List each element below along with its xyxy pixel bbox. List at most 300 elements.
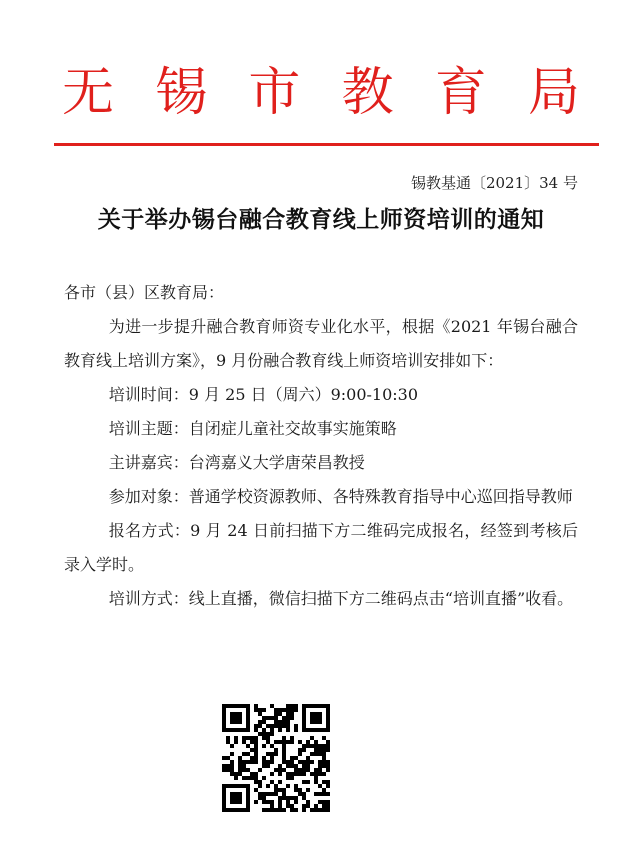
qr-module xyxy=(278,740,282,744)
qr-module xyxy=(306,756,310,760)
qr-module xyxy=(302,760,306,764)
qr-module xyxy=(238,716,242,720)
qr-module xyxy=(274,708,278,712)
qr-module xyxy=(246,808,250,812)
qr-module xyxy=(318,728,322,732)
qr-module xyxy=(246,760,250,764)
qr-module xyxy=(322,764,326,768)
qr-module xyxy=(314,792,318,796)
qr-module xyxy=(290,760,294,764)
qr-module xyxy=(278,768,282,772)
qr-module xyxy=(222,720,226,724)
qr-module xyxy=(278,808,282,812)
qr-module xyxy=(290,796,294,800)
qr-module xyxy=(318,764,322,768)
qr-module xyxy=(234,808,238,812)
qr-module xyxy=(286,708,290,712)
letterhead xyxy=(62,60,580,126)
qr-module xyxy=(222,792,226,796)
qr-module xyxy=(326,760,330,764)
qr-module xyxy=(290,708,294,712)
qr-module xyxy=(282,760,286,764)
qr-module xyxy=(222,796,226,800)
qr-module xyxy=(262,764,266,768)
salutation: 各市（县）区教育局： xyxy=(64,283,225,302)
qr-module xyxy=(326,784,330,788)
qr-module xyxy=(322,736,326,740)
document-number: 锡教基通〔2021〕34 号 xyxy=(410,174,578,192)
qr-module xyxy=(230,712,234,716)
qr-module xyxy=(238,720,242,724)
qr-module xyxy=(270,744,274,748)
qr-module xyxy=(262,792,266,796)
qr-module xyxy=(230,808,234,812)
qr-module xyxy=(258,708,262,712)
qr-module xyxy=(258,792,262,796)
qr-module xyxy=(294,764,298,768)
qr-module xyxy=(270,728,274,732)
qr-module xyxy=(274,784,278,788)
qr-module xyxy=(326,808,330,812)
qr-module xyxy=(246,784,250,788)
qr-module xyxy=(270,752,274,756)
qr-module xyxy=(306,744,310,748)
qr-module xyxy=(246,736,250,740)
qr-module xyxy=(310,772,314,776)
qr-module xyxy=(314,804,318,808)
qr-module xyxy=(238,772,242,776)
qr-module xyxy=(314,748,318,752)
qr-module xyxy=(266,800,270,804)
qr-module xyxy=(262,776,266,780)
qr-module xyxy=(282,708,286,712)
qr-code-icon[interactable] xyxy=(222,704,330,812)
qr-module xyxy=(294,728,298,732)
qr-module xyxy=(286,724,290,728)
qr-module xyxy=(254,736,258,740)
qr-module xyxy=(266,784,270,788)
qr-module xyxy=(266,736,270,740)
qr-module xyxy=(222,756,226,760)
qr-module xyxy=(314,728,318,732)
qr-module xyxy=(286,784,290,788)
qr-module xyxy=(222,768,226,772)
qr-module xyxy=(222,712,226,716)
qr-module xyxy=(278,728,282,732)
qr-module xyxy=(270,760,274,764)
qr-module xyxy=(298,760,302,764)
qr-module xyxy=(234,740,238,744)
qr-module xyxy=(294,768,298,772)
qr-module xyxy=(270,800,274,804)
qr-module xyxy=(226,756,230,760)
qr-module xyxy=(270,772,274,776)
qr-module xyxy=(326,780,330,784)
qr-module xyxy=(262,716,266,720)
qr-module xyxy=(266,764,270,768)
qr-module xyxy=(278,804,282,808)
qr-module xyxy=(322,728,326,732)
qr-module xyxy=(326,768,330,772)
qr-module xyxy=(254,724,258,728)
qr-module xyxy=(246,720,250,724)
qr-module xyxy=(294,708,298,712)
qr-module xyxy=(274,740,278,744)
qr-module xyxy=(262,720,266,724)
qr-module xyxy=(322,780,326,784)
qr-module xyxy=(282,768,286,772)
qr-module xyxy=(230,716,234,720)
qr-module xyxy=(314,712,318,716)
qr-module xyxy=(306,780,310,784)
qr-module xyxy=(262,800,266,804)
qr-module xyxy=(302,712,306,716)
qr-module xyxy=(302,720,306,724)
qr-module xyxy=(230,720,234,724)
qr-module xyxy=(238,792,242,796)
qr-module xyxy=(246,724,250,728)
qr-module xyxy=(274,808,278,812)
qr-module xyxy=(222,708,226,712)
registration-method: 报名方式：9 月 24 日前扫描下方二维码完成报名，经签到考核后录入学时。 xyxy=(64,521,578,574)
qr-module xyxy=(246,708,250,712)
qr-module xyxy=(310,720,314,724)
qr-module xyxy=(282,740,286,744)
qr-module xyxy=(310,760,314,764)
qr-module xyxy=(258,784,262,788)
qr-module xyxy=(266,724,270,728)
qr-module xyxy=(266,740,270,744)
qr-module xyxy=(282,736,286,740)
qr-module xyxy=(234,772,238,776)
qr-module xyxy=(322,800,326,804)
qr-module xyxy=(226,784,230,788)
qr-module xyxy=(290,808,294,812)
qr-module xyxy=(306,728,310,732)
qr-module xyxy=(270,716,274,720)
qr-module xyxy=(282,744,286,748)
qr-module xyxy=(282,788,286,792)
qr-module xyxy=(302,704,306,708)
qr-module xyxy=(294,808,298,812)
qr-module xyxy=(322,748,326,752)
qr-module xyxy=(302,744,306,748)
qr-module xyxy=(282,748,286,752)
qr-module xyxy=(326,720,330,724)
qr-module xyxy=(318,808,322,812)
qr-module xyxy=(286,712,290,716)
qr-module xyxy=(306,788,310,792)
qr-module xyxy=(306,804,310,808)
qr-module xyxy=(282,752,286,756)
qr-module xyxy=(246,792,250,796)
qr-module xyxy=(222,764,226,768)
qr-module xyxy=(302,716,306,720)
qr-module xyxy=(294,724,298,728)
qr-module xyxy=(234,796,238,800)
qr-module xyxy=(322,752,326,756)
qr-module xyxy=(254,772,258,776)
qr-module xyxy=(314,808,318,812)
qr-module xyxy=(242,784,246,788)
qr-module xyxy=(250,760,254,764)
qr-module xyxy=(310,736,314,740)
qr-module xyxy=(258,780,262,784)
qr-module xyxy=(318,748,322,752)
qr-module xyxy=(238,784,242,788)
qr-module xyxy=(254,740,258,744)
qr-module xyxy=(322,788,326,792)
qr-module xyxy=(306,800,310,804)
qr-module xyxy=(282,716,286,720)
qr-module xyxy=(302,808,306,812)
qr-module xyxy=(322,772,326,776)
qr-module xyxy=(266,792,270,796)
qr-module xyxy=(222,724,226,728)
qr-module xyxy=(310,704,314,708)
qr-module xyxy=(310,712,314,716)
qr-module xyxy=(238,760,242,764)
qr-module xyxy=(318,784,322,788)
qr-module xyxy=(318,744,322,748)
qr-module xyxy=(302,768,306,772)
qr-module xyxy=(266,732,270,736)
qr-module xyxy=(314,752,318,756)
qr-module xyxy=(238,712,242,716)
qr-module xyxy=(230,768,234,772)
qr-module xyxy=(226,740,230,744)
qr-module xyxy=(302,796,306,800)
qr-module xyxy=(302,724,306,728)
qr-module xyxy=(278,720,282,724)
qr-module xyxy=(254,708,258,712)
qr-module xyxy=(246,744,250,748)
qr-module xyxy=(322,804,326,808)
qr-module xyxy=(230,704,234,708)
qr-module xyxy=(294,772,298,776)
qr-module xyxy=(310,752,314,756)
qr-module xyxy=(278,724,282,728)
qr-module xyxy=(306,704,310,708)
qr-module xyxy=(250,776,254,780)
qr-module xyxy=(286,804,290,808)
qr-module xyxy=(238,796,242,800)
qr-module xyxy=(242,764,246,768)
qr-module xyxy=(274,720,278,724)
qr-module xyxy=(278,712,282,716)
qr-module xyxy=(246,796,250,800)
intro-paragraph: 为进一步提升融合教育师资专业化水平，根据《2021 年锡台融合教育线上培训方案》，9 月份融合教育线上师资培训安排如下： xyxy=(64,317,578,370)
qr-module xyxy=(298,788,302,792)
qr-module xyxy=(242,736,246,740)
qr-module xyxy=(262,760,266,764)
qr-module xyxy=(246,712,250,716)
training-speaker: 主讲嘉宾：台湾嘉义大学唐荣昌教授 xyxy=(108,453,365,472)
qr-module xyxy=(290,740,294,744)
qr-module xyxy=(278,772,282,776)
qr-module xyxy=(290,736,294,740)
qr-module xyxy=(290,756,294,760)
qr-module xyxy=(246,776,250,780)
training-method: 培训方式：线上直播，微信扫描下方二维码点击“培训直播”收看。 xyxy=(108,589,574,608)
qr-module xyxy=(246,768,250,772)
qr-module xyxy=(238,808,242,812)
qr-module xyxy=(242,768,246,772)
qr-module xyxy=(310,716,314,720)
qr-module xyxy=(230,792,234,796)
qr-module xyxy=(294,756,298,760)
qr-module xyxy=(322,808,326,812)
qr-module xyxy=(306,740,310,744)
qr-module xyxy=(286,764,290,768)
letterhead-char: 无 xyxy=(62,63,115,123)
qr-module xyxy=(246,788,250,792)
qr-module xyxy=(290,804,294,808)
qr-module xyxy=(230,728,234,732)
qr-module xyxy=(258,720,262,724)
qr-module xyxy=(254,788,258,792)
qr-module xyxy=(234,704,238,708)
qr-module xyxy=(254,704,258,708)
qr-module xyxy=(230,764,234,768)
qr-module xyxy=(262,732,266,736)
qr-module xyxy=(230,772,234,776)
qr-module xyxy=(318,720,322,724)
qr-module xyxy=(222,704,226,708)
document-title: 关于举办锡台融合教育线上师资培训的通知 xyxy=(97,207,545,233)
qr-module xyxy=(290,704,294,708)
qr-module xyxy=(278,764,282,768)
qr-module xyxy=(290,716,294,720)
qr-module xyxy=(274,748,278,752)
qr-module xyxy=(314,780,318,784)
qr-module xyxy=(258,712,262,716)
qr-module xyxy=(246,716,250,720)
qr-module xyxy=(226,764,230,768)
qr-module xyxy=(326,740,330,744)
qr-module xyxy=(254,752,258,756)
qr-module xyxy=(254,728,258,732)
qr-module xyxy=(306,764,310,768)
qr-module xyxy=(250,740,254,744)
qr-module xyxy=(294,704,298,708)
qr-module xyxy=(242,728,246,732)
qr-module xyxy=(326,764,330,768)
qr-module xyxy=(266,808,270,812)
qr-module xyxy=(318,704,322,708)
qr-module xyxy=(242,808,246,812)
qr-module xyxy=(222,800,226,804)
training-participants: 参加对象：普通学校资源教师、各特殊教育指导中心巡回指导教师 xyxy=(108,487,573,506)
qr-module xyxy=(258,724,262,728)
qr-module xyxy=(282,808,286,812)
qr-module xyxy=(314,716,318,720)
qr-module xyxy=(326,724,330,728)
qr-module xyxy=(238,756,242,760)
qr-module xyxy=(286,704,290,708)
qr-module xyxy=(286,796,290,800)
qr-module xyxy=(242,740,246,744)
qr-module xyxy=(286,800,290,804)
qr-module xyxy=(326,748,330,752)
qr-module xyxy=(254,780,258,784)
qr-module xyxy=(326,792,330,796)
qr-module xyxy=(290,772,294,776)
qr-module xyxy=(282,792,286,796)
qr-module xyxy=(246,800,250,804)
qr-module xyxy=(238,800,242,804)
qr-module xyxy=(318,772,322,776)
qr-module xyxy=(262,796,266,800)
qr-module xyxy=(222,728,226,732)
qr-module xyxy=(278,800,282,804)
letterhead-char: 锡 xyxy=(155,63,208,123)
qr-module xyxy=(250,736,254,740)
qr-module xyxy=(310,808,314,812)
qr-module xyxy=(262,808,266,812)
qr-module xyxy=(282,724,286,728)
qr-module xyxy=(318,752,322,756)
training-time: 培训时间：9 月 25 日（周六）9:00-10:30 xyxy=(108,385,419,404)
qr-module xyxy=(286,776,290,780)
qr-module xyxy=(298,768,302,772)
qr-module xyxy=(226,736,230,740)
qr-module xyxy=(262,736,266,740)
qr-module xyxy=(326,804,330,808)
qr-module xyxy=(234,720,238,724)
qr-module xyxy=(306,768,310,772)
qr-module xyxy=(234,736,238,740)
qr-module xyxy=(326,800,330,804)
qr-module xyxy=(278,796,282,800)
qr-module xyxy=(262,708,266,712)
qr-module xyxy=(294,796,298,800)
letterhead-char: 育 xyxy=(434,63,487,123)
qr-module xyxy=(234,776,238,780)
qr-module xyxy=(326,744,330,748)
qr-module xyxy=(314,740,318,744)
qr-module xyxy=(234,800,238,804)
qr-module xyxy=(270,724,274,728)
qr-module xyxy=(326,716,330,720)
qr-module xyxy=(226,768,230,772)
qr-module xyxy=(306,760,310,764)
qr-module xyxy=(318,716,322,720)
qr-module xyxy=(302,708,306,712)
qr-module xyxy=(270,780,274,784)
qr-module xyxy=(274,768,278,772)
qr-module xyxy=(266,752,270,756)
qr-module xyxy=(254,744,258,748)
qr-module xyxy=(302,792,306,796)
qr-module xyxy=(254,760,258,764)
qr-module xyxy=(222,788,226,792)
qr-module xyxy=(242,760,246,764)
qr-module xyxy=(258,796,262,800)
qr-module xyxy=(282,756,286,760)
qr-module xyxy=(326,708,330,712)
qr-module xyxy=(274,712,278,716)
qr-module xyxy=(274,788,278,792)
qr-module xyxy=(318,712,322,716)
qr-module xyxy=(318,800,322,804)
qr-module xyxy=(298,748,302,752)
qr-module xyxy=(290,764,294,768)
qr-module xyxy=(230,744,234,748)
letterhead-char: 市 xyxy=(248,63,301,123)
qr-module xyxy=(254,800,258,804)
qr-module xyxy=(242,752,246,756)
